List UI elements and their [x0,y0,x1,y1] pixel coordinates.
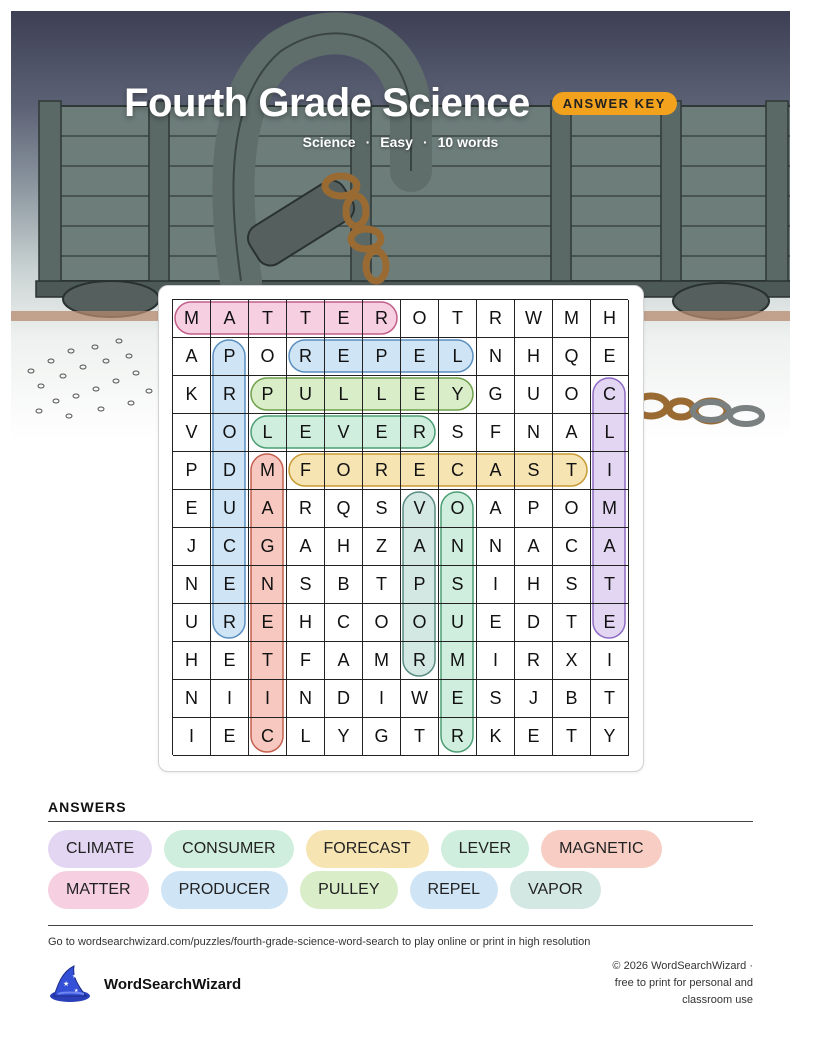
divider [48,925,753,926]
answers-heading: ANSWERS [48,799,127,815]
grid-cell: F [477,414,515,452]
grid-cell: T [553,718,591,756]
grid-cell: O [439,490,477,528]
word-search-grid-container [172,299,628,755]
grid-cell: I [173,718,211,756]
grid-cell: R [287,338,325,376]
grid-cell: N [439,528,477,566]
grid-cell: E [591,604,629,642]
page-title: Fourth Grade Science [124,81,530,125]
grid-cell: D [325,680,363,718]
grid-cell: Y [325,718,363,756]
grid-cell: M [249,452,287,490]
grid-cell: R [401,642,439,680]
grid-cell: R [515,642,553,680]
svg-text:★: ★ [72,973,78,980]
grid-cell: O [553,490,591,528]
grid-cell: W [515,300,553,338]
subject-label: Science [302,134,356,150]
grid-cell: W [401,680,439,718]
grid-cell: E [211,642,249,680]
grid-cell: I [249,680,287,718]
grid-cell: U [211,490,249,528]
grid-cell: V [401,490,439,528]
grid-cell: G [477,376,515,414]
grid-cell: E [325,300,363,338]
answer-pill: MAGNETIC [541,830,661,868]
answer-pill: VAPOR [510,871,601,909]
grid-cell: S [363,490,401,528]
brand-name: WordSearchWizard [104,975,242,993]
grid-cell: N [173,566,211,604]
grid-cell: E [401,338,439,376]
grid-cell: D [515,604,553,642]
grid-cell: P [515,490,553,528]
grid-cell: T [363,566,401,604]
grid-cell: U [439,604,477,642]
grid-cell: C [553,528,591,566]
grid-cell: T [249,642,287,680]
grid-cell: O [401,300,439,338]
word-search-grid [172,299,628,755]
grid-cell: B [325,566,363,604]
grid-cell: S [439,566,477,604]
svg-text:★: ★ [63,980,70,988]
grid-cell: A [553,414,591,452]
grid-cell: A [287,528,325,566]
grid-cell: S [553,566,591,604]
grid-cell: S [477,680,515,718]
grid-cell: E [325,338,363,376]
grid-cell: L [591,414,629,452]
grid-cell: G [249,528,287,566]
answer-pill: PRODUCER [161,871,289,909]
grid-cell: C [249,718,287,756]
grid-cell: A [401,528,439,566]
grid-cell: R [401,414,439,452]
grid-cell: E [477,604,515,642]
word-count-label: 10 words [437,134,499,150]
grid-cell: R [363,300,401,338]
grid-cell: I [211,680,249,718]
grid-cell: H [173,642,211,680]
grid-cell: T [401,718,439,756]
grid-cell: O [211,414,249,452]
grid-cell: O [553,376,591,414]
grid-cell: P [363,338,401,376]
grid-cell: C [325,604,363,642]
grid-cell: N [287,680,325,718]
separator-dot: · [422,134,428,150]
answer-row [48,871,753,909]
grid-cell: S [287,566,325,604]
grid-cell: U [287,376,325,414]
grid-cell: K [173,376,211,414]
copyright-line: free to print for personal and [614,977,753,989]
grid-cell: R [439,718,477,756]
grid-cell: R [363,452,401,490]
wizard-hat-icon [48,964,92,1004]
grid-cell: T [591,680,629,718]
answer-row [48,830,753,868]
grid-cell: E [515,718,553,756]
answer-pill: CONSUMER [164,830,293,868]
grid-cell: I [591,452,629,490]
answer-pill: LEVER [441,830,529,868]
grid-cell: I [477,642,515,680]
grid-cell: M [363,642,401,680]
answer-pill: CLIMATE [48,830,152,868]
divider [48,821,753,822]
grid-cell: A [211,300,249,338]
grid-cell: U [173,604,211,642]
grid-cell: A [477,452,515,490]
grid-cell: I [477,566,515,604]
grid-cell: Y [439,376,477,414]
grid-cell: T [249,300,287,338]
grid-cell: O [401,604,439,642]
grid-cell: A [173,338,211,376]
grid-cell: R [211,376,249,414]
grid-cell: H [591,300,629,338]
grid-cell: P [249,376,287,414]
answer-pill: MATTER [48,871,149,909]
grid-cell: E [287,414,325,452]
svg-text:★: ★ [74,988,79,994]
grid-cell: S [439,414,477,452]
grid-cell: A [515,528,553,566]
grid-cell: H [515,566,553,604]
grid-cell: T [439,300,477,338]
grid-cell: E [401,376,439,414]
grid-cell: I [363,680,401,718]
footer-url-text: Go to wordsearchwizard.com/puzzles/fourth-grade-science-word-search to play online or print in high resolution [48,936,591,948]
grid-cell: M [553,300,591,338]
grid-cell: H [287,604,325,642]
grid-cell: O [249,338,287,376]
grid-cell: I [591,642,629,680]
grid-cell: Y [591,718,629,756]
grid-cell: E [211,566,249,604]
grid-cell: P [401,566,439,604]
grid-cell: N [173,680,211,718]
grid-cell: N [249,566,287,604]
copyright-text [583,958,753,1009]
grid-cell: Q [325,490,363,528]
grid-cell: D [211,452,249,490]
grid-cell: L [439,338,477,376]
grid-cell: H [325,528,363,566]
grid-cell: L [325,376,363,414]
answer-pill: FORECAST [306,830,429,868]
grid-cell: H [515,338,553,376]
brand [48,964,241,1004]
grid-cell: E [591,338,629,376]
grid-cell: N [477,338,515,376]
difficulty-label: Easy [380,134,413,150]
grid-cell: S [515,452,553,490]
grid-cell: N [515,414,553,452]
grid-cell: P [173,452,211,490]
title-row [11,81,790,126]
grid-cell: R [477,300,515,338]
grid-cell: Q [553,338,591,376]
grid-cell: P [211,338,249,376]
grid-cell: G [363,718,401,756]
grid-cell: C [211,528,249,566]
grid-cell: B [553,680,591,718]
grid-cell: T [553,452,591,490]
answer-pill: REPEL [410,871,498,909]
grid-cell: L [363,376,401,414]
grid-cell: J [515,680,553,718]
grid-cell: J [173,528,211,566]
grid-cell: O [363,604,401,642]
grid-cell: N [477,528,515,566]
grid-cell: A [249,490,287,528]
grid-cell: T [287,300,325,338]
grid-cell: M [439,642,477,680]
grid-cell: T [553,604,591,642]
grid-cell: O [325,452,363,490]
grid-cell: T [591,566,629,604]
grid-cell: E [439,680,477,718]
grid-cell: K [477,718,515,756]
answer-key-badge: ANSWER KEY [552,92,677,115]
separator-dot: · [365,134,371,150]
grid-cell: F [287,452,325,490]
copyright-line: © 2026 WordSearchWizard · [612,960,753,972]
grid-cell: M [173,300,211,338]
grid-cell: Z [363,528,401,566]
answer-pill: PULLEY [300,871,397,909]
grid-cell: L [287,718,325,756]
grid-cell: A [591,528,629,566]
grid-cell: C [439,452,477,490]
grid-cell: E [249,604,287,642]
grid-cell: R [211,604,249,642]
answer-list [48,830,753,912]
grid-cell: L [249,414,287,452]
grid-cell: A [477,490,515,528]
grid-cell: E [211,718,249,756]
grid-cell: X [553,642,591,680]
puzzle-meta [11,134,790,150]
grid-cell: E [401,452,439,490]
grid-cell: V [325,414,363,452]
grid-cell: A [325,642,363,680]
grid-cell: F [287,642,325,680]
grid-cell: R [287,490,325,528]
copyright-line: classroom use [682,994,753,1006]
grid-cell: M [591,490,629,528]
grid-cell: V [173,414,211,452]
grid-cell: E [173,490,211,528]
grid-cell: C [591,376,629,414]
grid-cell: E [363,414,401,452]
grid-cell: U [515,376,553,414]
